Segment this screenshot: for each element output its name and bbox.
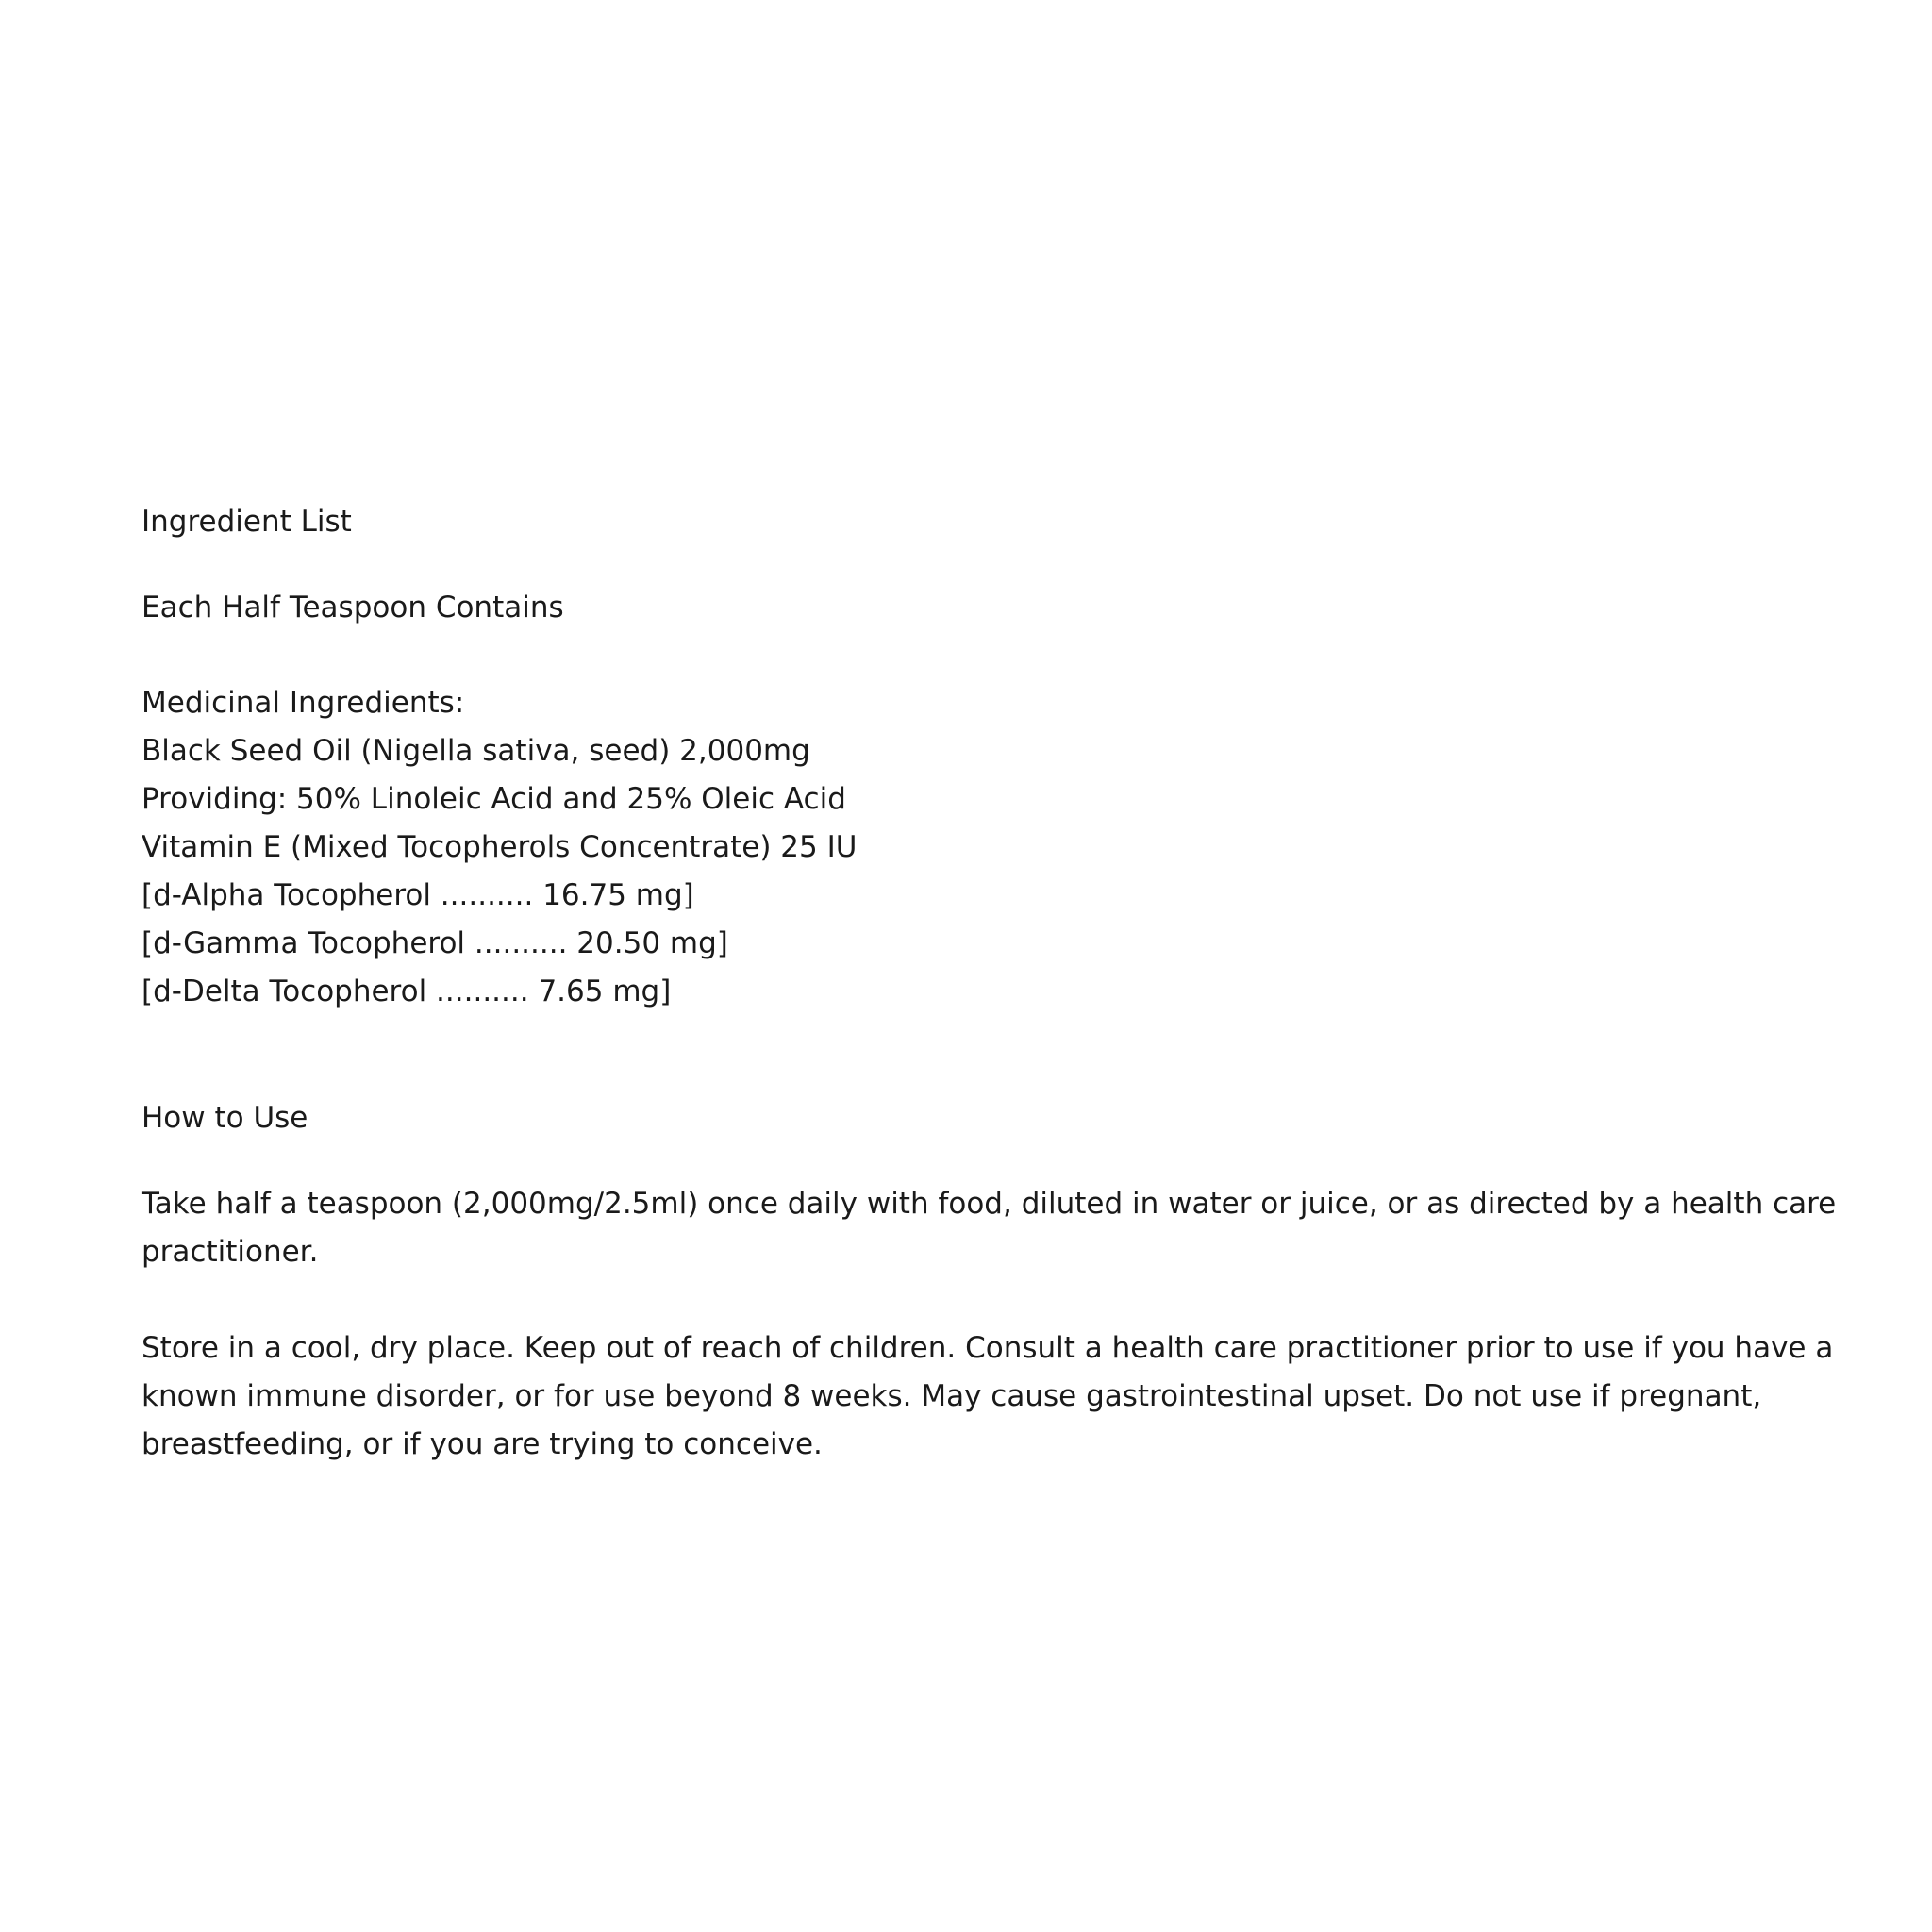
ingredient-line-gamma-tocopherol: [d-Gamma Tocopherol .......... 20.50 mg] — [142, 926, 728, 960]
warnings-text: Store in a cool, dry place. Keep out of reach of children. Consult a health care practitioner prior to use if you have a known immune disorder, or for use beyond 8 weeks. May cause gastrointestinal upset. Do not use if pregnant, breastfeeding, or if you are trying to conceive. — [142, 1331, 1843, 1461]
document-body — [142, 498, 1887, 1469]
ingredient-line-alpha-tocopherol: [d-Alpha Tocopherol .......... 16.75 mg] — [142, 878, 694, 912]
ingredient-list-heading: Ingredient List — [142, 505, 352, 539]
ingredient-line-delta-tocopherol: [d-Delta Tocopherol .......... 7.65 mg] — [142, 974, 672, 1008]
ingredient-line-black-seed-oil: Black Seed Oil (Nigella sativa, seed) 2,000mg — [142, 734, 810, 768]
medicinal-ingredients-label: Medicinal Ingredients: — [142, 686, 465, 720]
ingredient-line-vitamin-e: Vitamin E (Mixed Tocopherols Concentrate) 25 IU — [142, 830, 858, 864]
how-to-use-heading: How to Use — [142, 1101, 308, 1135]
ingredients-block — [142, 679, 1887, 1016]
directions-text: Take half a teaspoon (2,000mg/2.5ml) once daily with food, diluted in water or juice, or as directed by a health care practitioner. — [142, 1187, 1846, 1269]
ingredient-line-fatty-acids: Providing: 50% Linoleic Acid and 25% Oleic Acid — [142, 782, 846, 816]
serving-size-text: Each Half Teaspoon Contains — [142, 591, 564, 625]
